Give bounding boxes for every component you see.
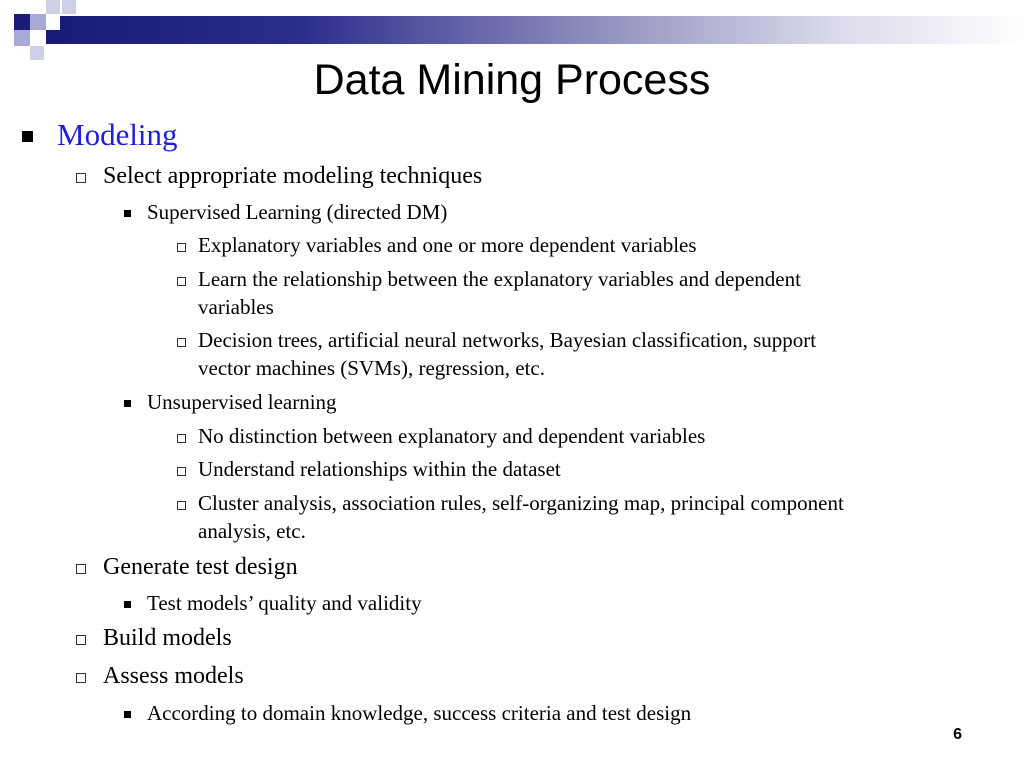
bullet-no-distinction: No distinction between explanatory and dependent variables [198,424,706,448]
level2-bullet [76,635,86,645]
bullet-test-models: Test models’ quality and validity [147,591,422,615]
bullet-according: According to domain knowledge, success criteria and test design [147,701,692,725]
level4-bullet [177,243,186,252]
level3-bullet [124,400,131,407]
bullet-unsupervised: Unsupervised learning [147,390,337,414]
level4-bullet [177,467,186,476]
level3-bullet [124,210,131,217]
slide-title: Data Mining Process [313,56,711,104]
level3-bullet [124,711,131,718]
bullet-learn-line2: variables [198,295,274,319]
bullet-explanatory: Explanatory variables and one or more dependent variables [198,233,697,257]
bullet-trees-line2: vector machines (SVMs), regression, etc. [198,356,545,380]
bullet-modeling: Modeling [57,117,178,152]
level2-bullet [76,564,86,574]
level2-bullet [76,673,86,683]
bullet-learn-line1: Learn the relationship between the explanatory variables and dependent [198,267,801,291]
bullet-cluster-line2: analysis, etc. [198,519,306,543]
level4-bullet [177,434,186,443]
bullet-generate-test: Generate test design [103,554,298,580]
bullet-supervised: Supervised Learning (directed DM) [147,200,448,224]
level4-bullet [177,501,186,510]
bullet-build-models: Build models [103,625,232,651]
level4-bullet [177,338,186,347]
level4-bullet [177,277,186,286]
bullet-trees-line1: Decision trees, artificial neural networks, Bayesian classification, support [198,328,817,352]
level1-bullet [22,131,33,142]
bullet-assess-models: Assess models [103,663,244,689]
level3-bullet [124,601,131,608]
level2-bullet [76,173,86,183]
bullet-cluster-line1: Cluster analysis, association rules, self-organizing map, principal component [198,491,844,515]
page-number: 6 [953,726,962,743]
bullet-select-techniques: Select appropriate modeling techniques [103,163,483,189]
bullet-understand: Understand relationships within the dataset [198,457,561,481]
